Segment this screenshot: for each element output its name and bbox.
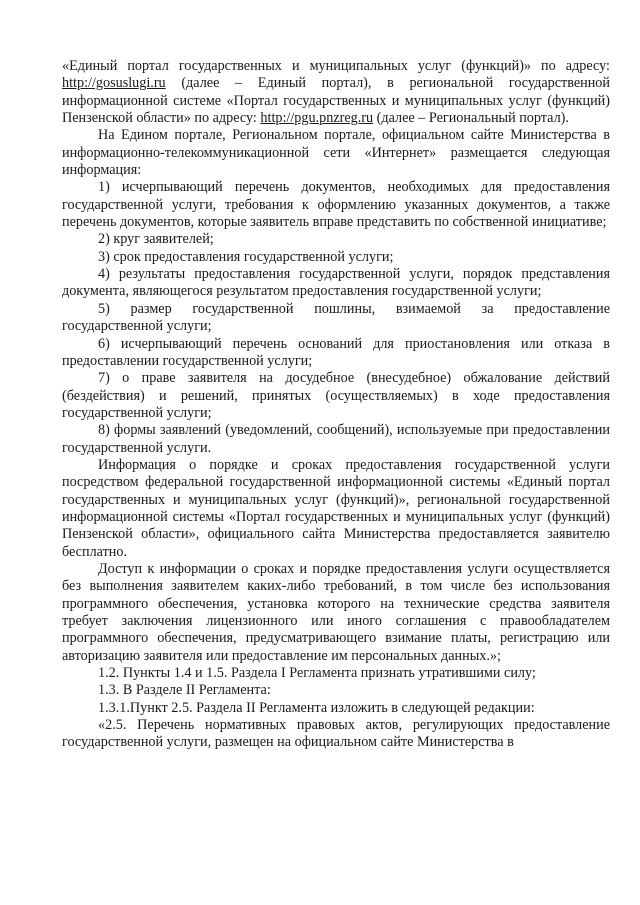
paragraph-info-intro: На Едином портале, Региональном портале, официальном сайте Министерства в информационно-телекоммуникационной сети «Интернет» размещается следующая информация: <box>62 127 610 179</box>
list-item-6: 6) исчерпывающий перечень оснований для приостановления или отказа в предоставлении государственной услуги; <box>62 335 610 369</box>
paragraph-free-info: Информация о порядке и сроках предоставления государственной услуги посредством федеральной государственной информационной системы «Единый портал государственных и муниципальных услуг (функций)», региональной государственной информационной системы «Портал государственных и муниципальных услуг (функций) Пензенской области», официального сайта Министерства предоставляется заявителю бесплатно. <box>62 456 610 560</box>
text: (далее – Региональный портал). <box>373 110 569 127</box>
list-item-8: 8) формы заявлений (уведомлений, сообщений), используемые при предоставлении государственной услуги. <box>62 422 610 456</box>
list-item-3: 3) срок предоставления государственной услуги; <box>98 248 394 265</box>
list-item-5: 5) размер государственной пошлины, взимаемой за предоставление государственной услуги; <box>62 300 610 335</box>
pgu-pnzreg-link[interactable]: http://pgu.pnzreg.ru <box>260 110 374 127</box>
list-item-1: 1) исчерпывающий перечень документов, необходимых для предоставления государственной услуги, требования к оформлению указанных документов, а также перечень документов, которые заявитель вправе представить по собственной инициативе; <box>62 179 610 231</box>
list-item-4: 4) результаты предоставления государственной услуги, порядок представления документа, являющегося результатом предоставления государственной услуги; <box>62 266 610 300</box>
text: (далее – Единый портал), в региональной государственной информационной системе «Портал государственных и муниципальных услуг (функций) Пензенской области» по адресу: <box>62 75 610 127</box>
list-item-7: 7) о праве заявителя на досудебное (внесудебное) обжалование действий (бездействия) и решений, принятых (осуществляемых) в ходе предоставления государственной услуги; <box>62 370 610 421</box>
text: «Единый портал государственных и муниципальных услуг (функций)» по адресу: <box>62 58 610 74</box>
list-item-2: 2) круг заявителей; <box>98 231 214 248</box>
paragraph-access: Доступ к информации о сроках и порядке предоставления услуги осуществляется без выполнения заявителем каких-либо требований, в том числе без использования программного обеспечения, установка которого на технические средства заявителя требует заключения лицензионного или иного соглашения с правообладателем программного обеспечения, предусматривающего взимание платы, регистрацию или авторизацию заявителя или предоставление им персональных данных.»; <box>62 560 610 664</box>
document-page <box>62 58 610 752</box>
gosuslugi-link[interactable]: http://gosuslugi.ru <box>62 75 166 92</box>
paragraph-1-3-1: 1.3.1.Пункт 2.5. Раздела II Регламента изложить в следующей редакции: <box>98 699 535 716</box>
paragraph-portal-addresses <box>62 58 610 127</box>
paragraph-1-3: 1.3. В Разделе II Регламента: <box>98 682 271 699</box>
paragraph-1-2: 1.2. Пункты 1.4 и 1.5. Раздела I Регламента признать утратившими силу; <box>98 665 536 682</box>
paragraph-2-5: «2.5. Перечень нормативных правовых актов, регулирующих предоставление государственной услуги, размещен на официальном сайте Министерства в <box>62 717 610 751</box>
